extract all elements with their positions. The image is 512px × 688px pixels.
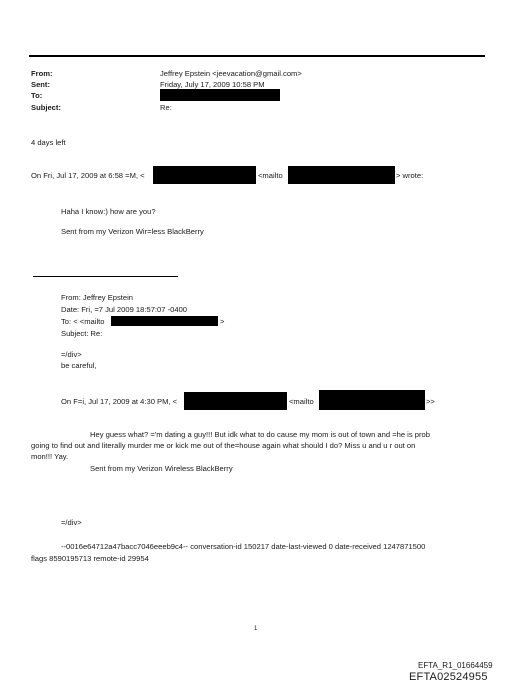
footer-ref-large: EFTA02524955 bbox=[409, 671, 488, 683]
wrote-suffix: > wrote: bbox=[396, 171, 424, 180]
quoted-subject: Subject: Re: bbox=[61, 329, 103, 338]
to-redaction bbox=[160, 89, 280, 101]
mailto-2: <mailto bbox=[289, 397, 314, 406]
header-top-rule bbox=[29, 55, 485, 57]
mailto-1: <mailto bbox=[258, 171, 283, 180]
from-value: Jeffrey Epstein <jeevacation@gmail.com> bbox=[160, 69, 302, 78]
quoted-date: Date: Fri, =7 Jul 2009 18:57:07 -0400 bbox=[61, 305, 188, 314]
sent-from-2: Sent from my Verizon Wireless BlackBerry bbox=[90, 464, 233, 473]
meta-line-1: --0016e64712a47bacc7046eeeb9c4-- conversation-id 150217 date-last-viewed 0 date-received 1247871500 bbox=[61, 542, 426, 551]
sent-label: Sent: bbox=[31, 80, 50, 89]
hey-line-3: mon!!! Yay. bbox=[31, 452, 69, 461]
quoted-to-redaction bbox=[111, 316, 218, 326]
email-redaction-1 bbox=[288, 166, 395, 184]
be-careful-text: be careful, bbox=[61, 361, 97, 370]
quote-separator bbox=[33, 276, 178, 277]
sent-from-1: Sent from my Verizon Wir=less BlackBerry bbox=[61, 227, 204, 236]
quoted-to: To: < <mailto bbox=[61, 317, 105, 326]
email-redaction-2 bbox=[319, 390, 425, 410]
subject-value: Re: bbox=[160, 103, 172, 112]
quoted-to-end: > bbox=[220, 317, 225, 326]
days-left-text: 4 days left bbox=[31, 138, 66, 147]
on-fri-2: On F=i, Jul 17, 2009 at 4:30 PM, < bbox=[61, 397, 178, 406]
div-close-2: =/div> bbox=[61, 518, 82, 527]
to-label: To: bbox=[31, 91, 43, 100]
subject-label: Subject: bbox=[31, 103, 61, 112]
haha-text: Haha I know:) how are you? bbox=[61, 207, 156, 216]
footer-ref-small: EFTA_R1_01664459 bbox=[418, 661, 493, 670]
hey-line-1: Hey guess what? ='m dating a guy!!! But idk what to do cause my mom is out of town and =he is prob bbox=[90, 430, 430, 439]
quoted-from: From: Jeffrey Epstein bbox=[61, 293, 134, 302]
wrote-prefix: On Fri, Jul 17, 2009 at 6:58 =M, < bbox=[31, 171, 145, 180]
sent-value: Friday, July 17, 2009 10:58 PM bbox=[160, 80, 265, 89]
from-label: From: bbox=[31, 69, 53, 78]
arrow-2: >> bbox=[426, 397, 435, 406]
div-close-1: =/div> bbox=[61, 350, 82, 359]
sender-name-redaction-2 bbox=[184, 392, 287, 410]
sender-name-redaction-1 bbox=[153, 166, 256, 184]
hey-line-2: going to find out and literally murder me or kick me out of the=house again what should I do? Miss u and u r out on bbox=[31, 441, 416, 450]
meta-line-2: flags 8590195713 remote-id 29954 bbox=[31, 554, 149, 563]
page-number: 1 bbox=[254, 626, 258, 632]
